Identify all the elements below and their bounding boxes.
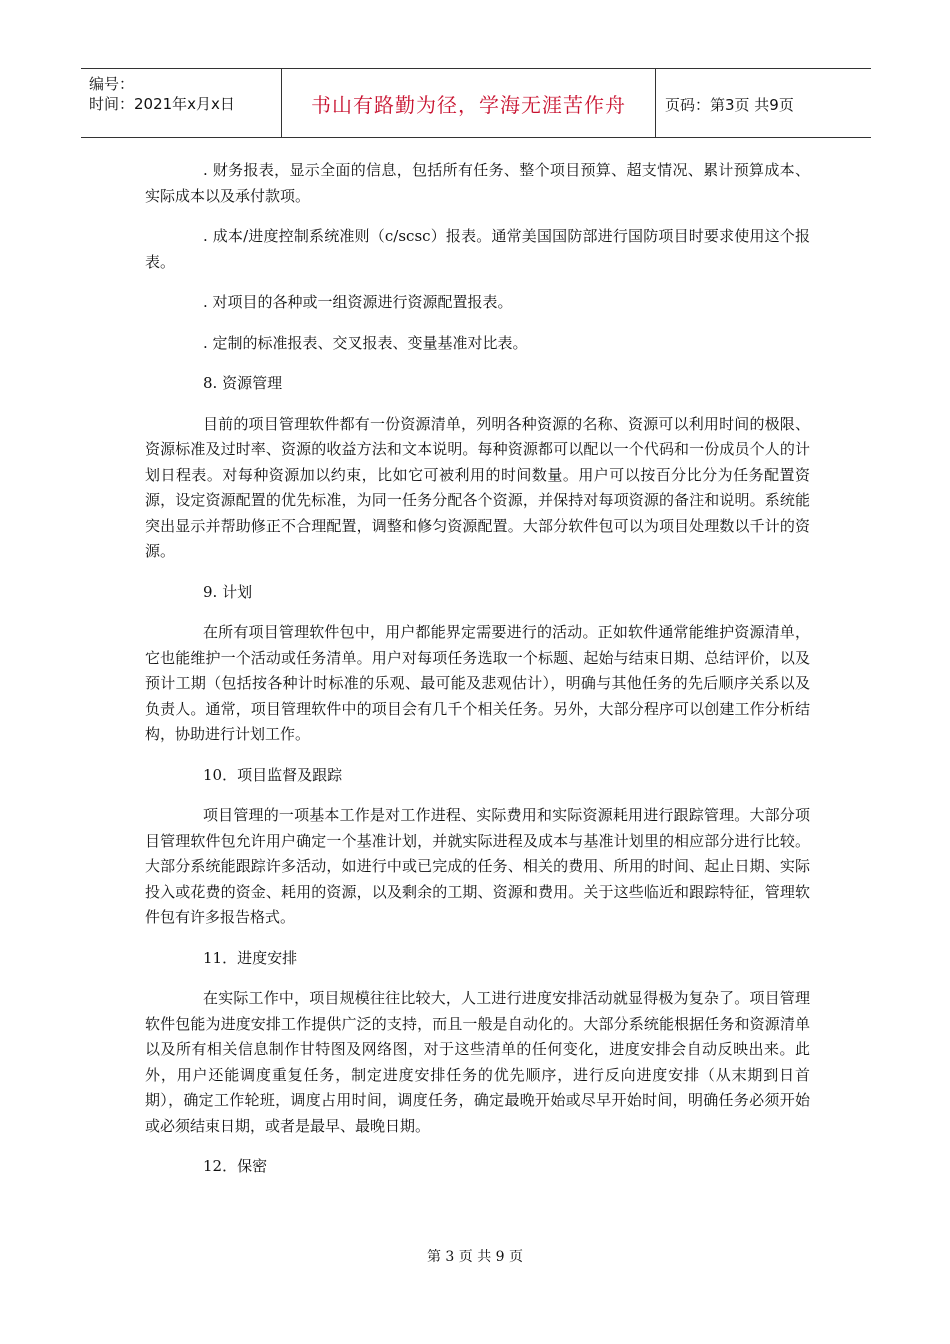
- section-heading: 11．进度安排: [203, 948, 298, 967]
- document-date-label: 时间：2021年x月x日: [89, 95, 235, 113]
- paragraph: . 财务报表，显示全面的信息，包括所有任务、整个项目预算、超支情况、累计预算成本、实际成本以及承付款项。: [145, 161, 810, 205]
- paragraph: 在实际工作中，项目规模往往比较大，人工进行进度安排活动就显得极为复杂了。项目管理软件包能为进度安排工作提供广泛的支持，而且一般是自动化的。大部分系统能根据任务和资源清单以及所有相关信息制作甘特图及网络图，对于这些清单的任何变化，进度安排会自动反映出来。此外，用户还能调度重复任务，制定进度安排任务的优先顺序，进行反向进度安排（从末期到日首期），确定工作轮班，调度占用时间，调度任务，确定最晚开始或尽早开始时间，明确任务必须开始或必须结束日期，或者是最早、最晚日期。: [145, 989, 810, 1135]
- header-page-number: 页码：第3页 共9页: [665, 96, 794, 114]
- paragraph: . 定制的标准报表、交叉报表、变量基准对比表。: [203, 333, 528, 352]
- page-footer: 第 3 页 共 9 页: [426, 1249, 524, 1265]
- document-body: [145, 158, 810, 1195]
- paragraph: . 成本/进度控制系统准则（c/scsc）报表。通常美国国防部进行国防项目时要求使用这个报表。: [145, 227, 810, 271]
- header-meta: [85, 69, 281, 137]
- page-header: [81, 68, 871, 138]
- paragraph: 目前的项目管理软件都有一份资源清单，列明各种资源的名称、资源可以利用时间的极限、资源标准及过时率、资源的收益方法和文本说明。每种资源都可以配以一个代码和一份成员个人的计划日程表。对每种资源加以约束，比如它可被利用的时间数量。用户可以按百分比分为任务配置资源，设定资源配置的优先标准，为同一任务分配各个资源，并保持对每项资源的备注和说明。系统能突出显示并帮助修正不合理配置，调整和修匀资源配置。大部分软件包可以为项目处理数以千计的资源。: [145, 414, 810, 560]
- document-number-label: 编号：: [89, 75, 135, 93]
- section-heading: 12．保密: [203, 1157, 268, 1175]
- section-heading: 9. 计划: [203, 582, 253, 601]
- section-heading: 8. 资源管理: [203, 374, 283, 392]
- header-divider: [655, 69, 656, 137]
- header-motto: 书山有路勤为径，学海无涯苦作舟: [311, 92, 626, 117]
- section-heading: 10．项目监督及跟踪: [203, 765, 343, 784]
- paragraph: . 对项目的各种或一组资源进行资源配置报表。: [203, 293, 513, 311]
- paragraph: 项目管理的一项基本工作是对工作进程、实际费用和实际资源耗用进行跟踪管理。大部分项目管理软件包允许用户确定一个基准计划，并就实际进程及成本与基准计划里的相应部分进行比较。大部分系统能跟踪许多活动，如进行中或已完成的任务、相关的费用、所用的时间、起止日期、实际投入或花费的资金、耗用的资源，以及剩余的工期、资源和费用。关于这些临近和跟踪特征，管理软件包有许多报告格式。: [145, 806, 810, 926]
- paragraph: 在所有项目管理软件包中，用户都能界定需要进行的活动。正如软件通常能维护资源清单，它也能维护一个活动或任务清单。用户对每项任务选取一个标题、起始与结束日期、总结评价，以及预计工期（包括按各种计时标准的乐观、最可能及悲观估计），明确与其他任务的先后顺序关系以及负责人。通常，项目管理软件中的项目会有几千个相关任务。另外，大部分程序可以创建工作分析结构，协助进行计划工作。: [145, 623, 810, 743]
